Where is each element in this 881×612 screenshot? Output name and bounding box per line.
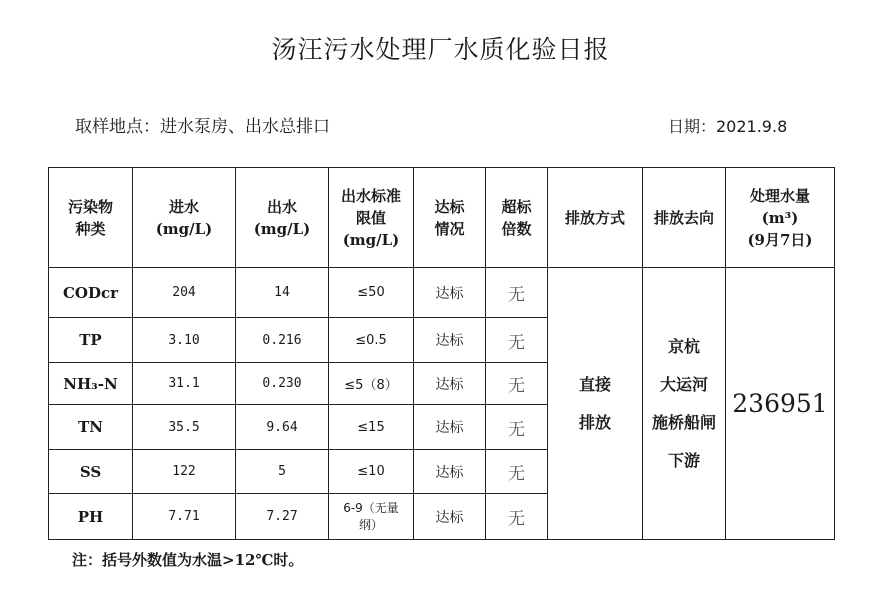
status-value: 达标: [414, 363, 486, 405]
outflow-value: 0.216: [236, 318, 329, 363]
outflow-value: 0.230: [236, 363, 329, 405]
header-pollutant: 污染物 种类: [49, 168, 133, 268]
limit-value: ≤0.5: [329, 318, 414, 363]
pollutant-name: TN: [49, 405, 133, 450]
outflow-value: 7.27: [236, 494, 329, 540]
header-status: 达标 情况: [414, 168, 486, 268]
inflow-value: 35.5: [133, 405, 236, 450]
outflow-value: 14: [236, 268, 329, 318]
exceed-value: 无: [486, 268, 548, 318]
header-discharge-destination: 排放去向: [643, 168, 726, 268]
discharge-method: 直接 排放: [548, 268, 643, 540]
sampling-location: 取样地点：进水泵房、出水总排口: [75, 117, 330, 137]
limit-value: ≤5（8）: [329, 363, 414, 405]
exceed-value: 无: [486, 450, 548, 494]
discharge-destination: 京杭 大运河 施桥船闸 下游: [643, 268, 726, 540]
exceed-value: 无: [486, 363, 548, 405]
status-value: 达标: [414, 494, 486, 540]
inflow-value: 7.71: [133, 494, 236, 540]
pollutant-name: SS: [49, 450, 133, 494]
inflow-value: 3.10: [133, 318, 236, 363]
outflow-value: 5: [236, 450, 329, 494]
limit-value: ≤15: [329, 405, 414, 450]
header-limit: 出水标准 限值 (mg/L): [329, 168, 414, 268]
exceed-value: 无: [486, 405, 548, 450]
pollutant-name: NH₃-N: [49, 363, 133, 405]
exceed-value: 无: [486, 318, 548, 363]
status-value: 达标: [414, 405, 486, 450]
header-exceed: 超标 倍数: [486, 168, 548, 268]
water-quality-table: [48, 167, 835, 540]
status-value: 达标: [414, 268, 486, 318]
table-row: [49, 268, 835, 318]
outflow-value: 9.64: [236, 405, 329, 450]
header-outflow: 出水 (mg/L): [236, 168, 329, 268]
report-title: 汤汪污水处理厂水质化验日报: [271, 35, 610, 64]
status-value: 达标: [414, 450, 486, 494]
header-row: [49, 168, 835, 268]
pollutant-name: PH: [49, 494, 133, 540]
header-treated-volume: 处理水量 (m³) (9月7日): [726, 168, 835, 268]
pollutant-name: TP: [49, 318, 133, 363]
status-value: 达标: [414, 318, 486, 363]
pollutant-name: CODcr: [49, 268, 133, 318]
header-discharge-method: 排放方式: [548, 168, 643, 268]
exceed-value: 无: [486, 494, 548, 540]
footnote: 注：括号外数值为水温>12℃时。: [72, 551, 304, 569]
inflow-value: 204: [133, 268, 236, 318]
treated-volume: 236951: [726, 268, 835, 540]
inflow-value: 122: [133, 450, 236, 494]
report-date: 日期：2021.9.8: [668, 117, 788, 136]
inflow-value: 31.1: [133, 363, 236, 405]
header-inflow: 进水 (mg/L): [133, 168, 236, 268]
limit-value: 6-9（无量纲）: [329, 494, 414, 540]
limit-value: ≤50: [329, 268, 414, 318]
limit-value: ≤10: [329, 450, 414, 494]
